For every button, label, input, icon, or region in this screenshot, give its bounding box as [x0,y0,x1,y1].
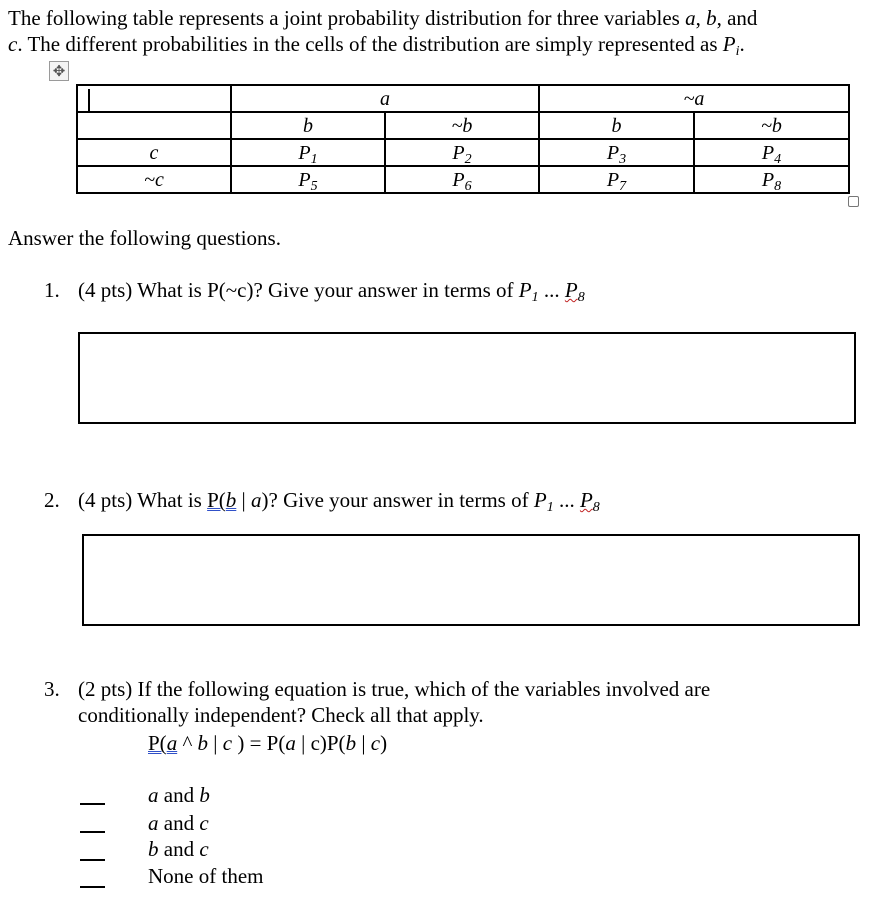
prob-cell: $P_3$ [539,139,694,166]
prob-cell: $P_4$ [694,139,849,166]
question-text: (4 pts) What is P(~c)? Give your answer in terms of $P_1$ ... $P_8$ [78,278,585,305]
question-2 [44,488,600,515]
answer-box-1[interactable] [78,332,856,424]
question-number: 3. [44,677,60,701]
table-move-handle-icon[interactable]: ✥ [49,61,69,81]
prob-cell: $P_6$ [385,166,539,193]
equation: P(a ^ b | c ) = P(a | c)P(b | c) [148,731,388,755]
joint-probability-table [76,84,850,194]
table-row [77,139,849,166]
table-row [77,85,849,112]
question-1 [44,278,585,305]
question-3-line-2: conditionally independent? Check all that apply. [78,703,484,727]
option-a-and-b: a and b [148,783,210,807]
table-resize-handle-icon[interactable] [848,196,859,207]
question-3 [44,677,711,702]
prob-cell: $P_7$ [539,166,694,193]
answer-heading: Answer the following questions. [8,226,281,250]
question-text: (2 pts) If the following equation is true, which of the variables involved are [78,677,711,701]
check-blank-a-b[interactable] [80,803,105,805]
header-not-a: ~a [539,85,849,112]
header-b: b [231,112,385,139]
question-number: 1. [44,278,60,302]
prob-cell: $P_8$ [694,166,849,193]
intro-paragraph: The following table represents a joint probability distribution for three variables a, b, and c. The different probabilities in the cells of the distribution are simply represented as $P_i$. [8,6,758,59]
header-b: b [539,112,694,139]
table-cell[interactable] [77,112,231,139]
table-row [77,112,849,139]
row-label-not-c: ~c [77,166,231,193]
check-blank-a-c[interactable] [80,831,105,833]
prob-cell: $P_5$ [231,166,385,193]
row-label-c: c [77,139,231,166]
question-number: 2. [44,488,60,512]
table-corner-cell[interactable] [77,85,231,112]
option-b-and-c: b and c [148,837,209,861]
check-blank-none[interactable] [80,886,105,888]
grammar-underline: P(a [148,731,178,755]
table-row [77,166,849,193]
question-text: (4 pts) What is P(b | a)? Give your answer in terms of $P_1$ ... $P_8$ [78,488,600,515]
option-none: None of them [148,864,264,888]
prob-cell: $P_1$ [231,139,385,166]
spellcheck-squiggle: $P_8$ [579,488,600,515]
grammar-underline: P(b [207,488,237,512]
spellcheck-squiggle: $P_8$ [564,278,585,305]
text-cursor [88,89,90,111]
header-not-b: ~b [385,112,539,139]
header-a: a [231,85,539,112]
header-not-b: ~b [694,112,849,139]
check-blank-b-c[interactable] [80,859,105,861]
option-a-and-c: a and c [148,811,209,835]
prob-cell: $P_2$ [385,139,539,166]
answer-box-2[interactable] [82,534,860,626]
